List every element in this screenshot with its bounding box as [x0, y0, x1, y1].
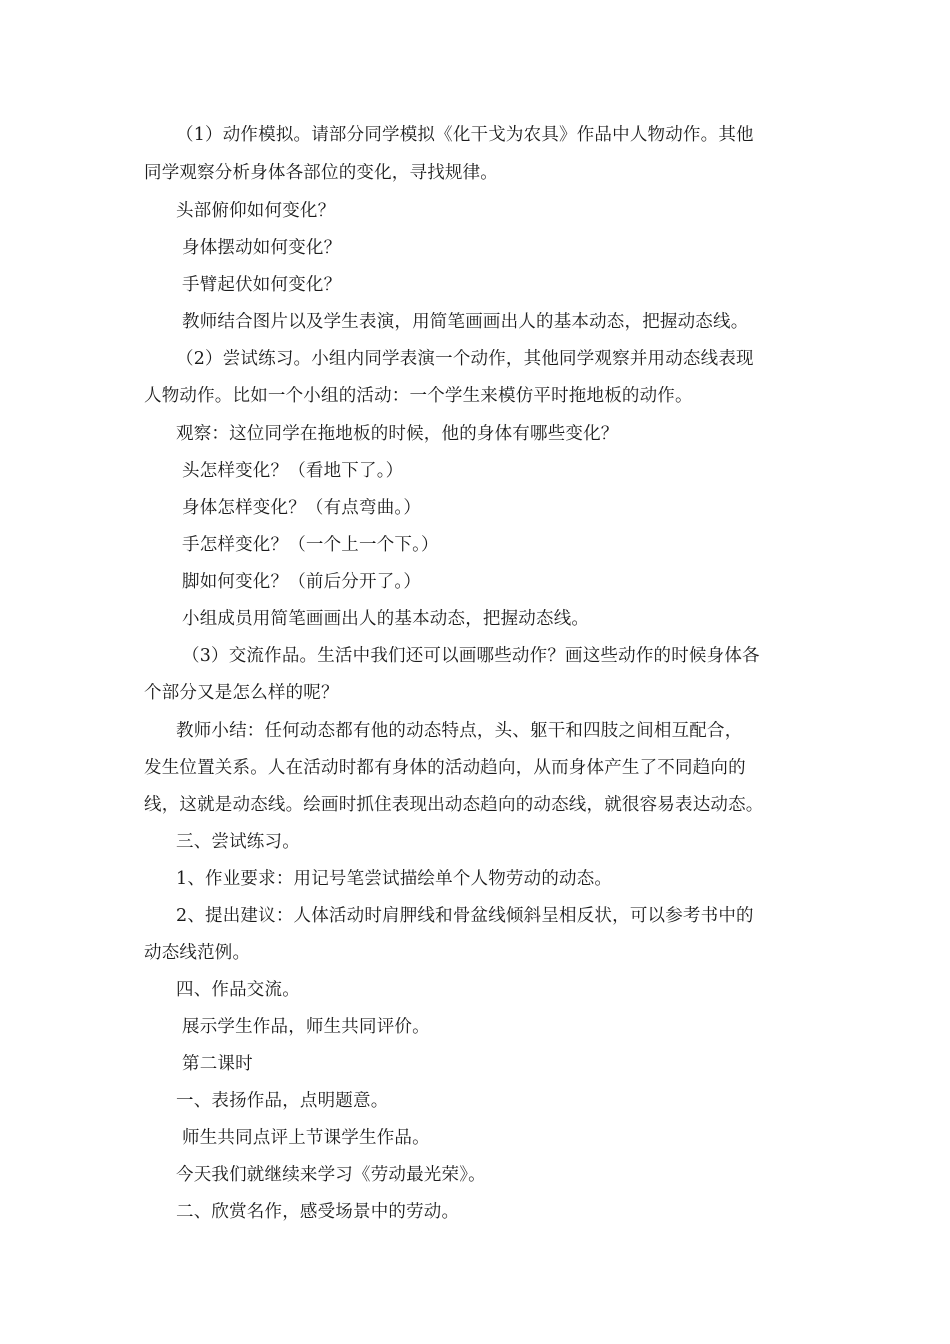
paragraph-line: 头怎样变化？（看地下了。）: [182, 461, 404, 481]
paragraph-line: 发生位置关系。人在活动时都有身体的活动趋向，从而身体产生了不同趋向的: [144, 758, 746, 778]
paragraph-line: 观察：这位同学在拖地板的时候，他的身体有哪些变化？: [176, 424, 619, 444]
paragraph-line: 头部俯仰如何变化？: [176, 201, 336, 221]
paragraph-line: 今天我们就继续来学习《劳动最光荣》。: [176, 1165, 486, 1185]
paragraph-line: 脚如何变化？（前后分开了。）: [182, 572, 422, 592]
paragraph-line: 线，这就是动态线。绘画时抓住表现出动态趋向的动态线，就很容易表达动态。: [144, 795, 764, 815]
paragraph-line: 同学观察分析身体各部位的变化，寻找规律。: [144, 163, 498, 183]
paragraph-line: 人物动作。比如一个小组的活动：一个学生来模仿平时拖地板的动作。: [144, 386, 693, 406]
paragraph-line: 手怎样变化？（一个上一个下。）: [182, 535, 439, 555]
paragraph-line: （1）动作模拟。请部分同学模拟《化干戈为农具》作品中人物动作。其他: [176, 125, 754, 145]
paragraph-line: 个部分又是怎么样的呢？: [144, 683, 339, 703]
section-title: 第二课时: [182, 1054, 253, 1074]
paragraph-line: 动态线范例。: [144, 943, 251, 963]
paragraph-line: 1、作业要求：用记号笔尝试描绘单个人物劳动的动态。: [176, 869, 613, 889]
paragraph-line: 教师结合图片以及学生表演，用简笔画画出人的基本动态，把握动态线。: [182, 312, 749, 332]
paragraph-line: 身体摆动如何变化？: [182, 238, 342, 258]
paragraph-line: 2、提出建议：人体活动时肩胛线和骨盆线倾斜呈相反状，可以参考书中的: [176, 906, 754, 926]
paragraph-line: 师生共同点评上节课学生作品。: [182, 1128, 430, 1148]
paragraph-line: （3）交流作品。生活中我们还可以画哪些动作？画这些动作的时候身体各: [182, 646, 760, 666]
paragraph-line: 身体怎样变化？（有点弯曲。）: [182, 498, 422, 518]
paragraph-line: 小组成员用简笔画画出人的基本动态，把握动态线。: [182, 609, 590, 629]
paragraph-line: 展示学生作品，师生共同评价。: [182, 1017, 430, 1037]
paragraph-line: 三、尝试练习。: [176, 832, 300, 852]
paragraph-line: 四、作品交流。: [176, 980, 300, 1000]
paragraph-line: 一、表扬作品，点明题意。: [176, 1091, 389, 1111]
paragraph-line: 手臂起伏如何变化？: [182, 275, 342, 295]
paragraph-line: 二、欣赏名作，感受场景中的劳动。: [176, 1202, 460, 1222]
paragraph-line: （2）尝试练习。小组内同学表演一个动作，其他同学观察并用动态线表现: [176, 349, 754, 369]
paragraph-line: 教师小结：任何动态都有他的动态特点，头、躯干和四肢之间相互配合，: [176, 721, 743, 741]
